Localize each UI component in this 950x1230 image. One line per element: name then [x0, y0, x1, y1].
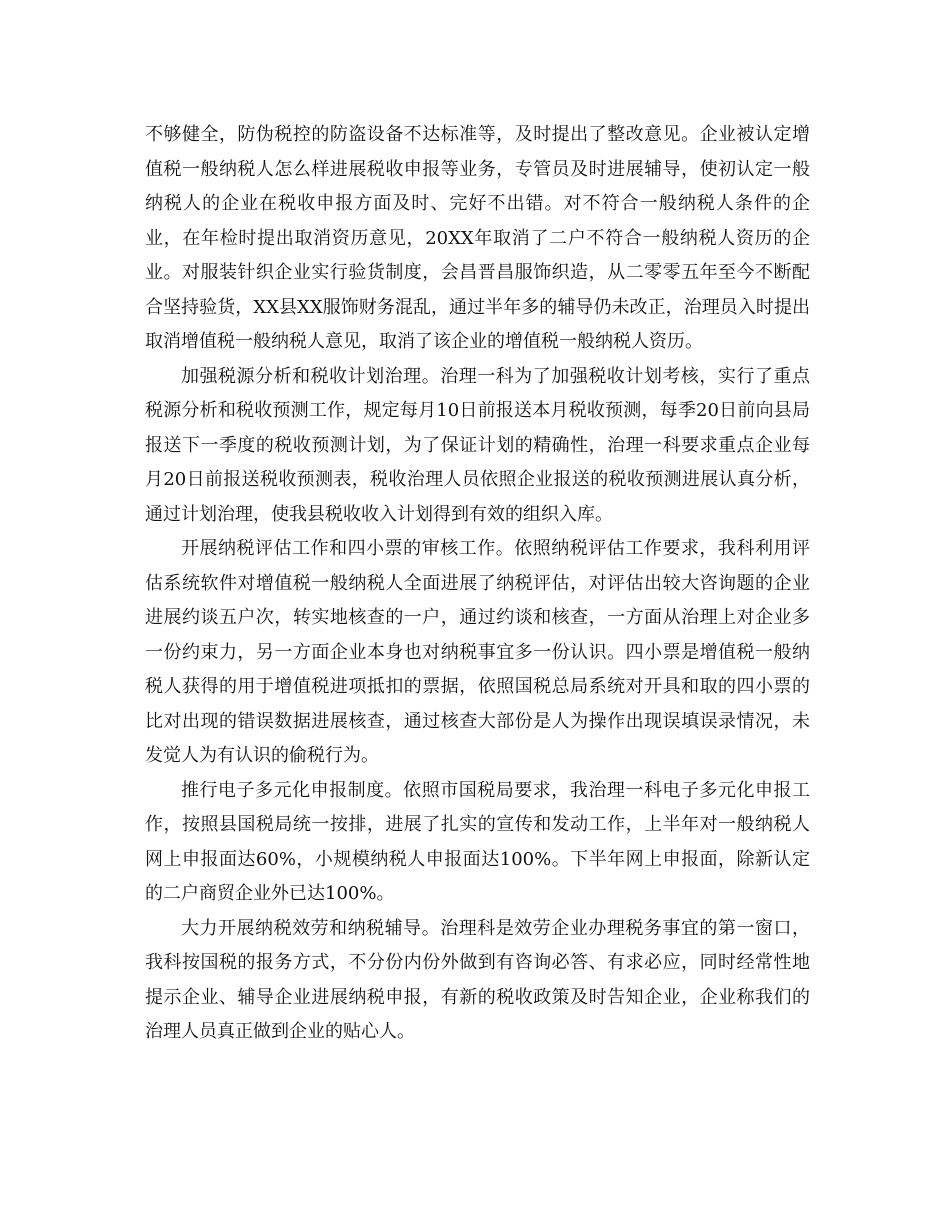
document-body: [145, 118, 810, 1050]
paragraph-5: 大力开展纳税效劳和纳税辅导。治理科是效劳企业办理税务事宜的第一窗口，我科按国税的报务方式，不分份内份外做到有咨询必答、有求必应，同时经常性地提示企业、辅导企业进展纳税申报，有新的税收政策及时告知企业，企业称我们的治理人员真正做到企业的贴心人。: [145, 917, 810, 1042]
paragraph-3: 开展纳税评估工作和四小票的审核工作。依照纳税评估工作要求，我科利用评估系统软件对增值税一般纳税人全面进展了纳税评估，对评估出较大咨询题的企业进展约谈五户次，转实地核查的一户，通过约谈和核查，一方面从治理上对企业多一份约束力，另一方面企业本身也对纳税事宜多一份认识。四小票是增值税一般纳税人获得的用于增值税进项抵扣的票据，依照国税总局系统对开具和取的四小票的比对出现的错误数据进展核查，通过核查大部份是人为操作出现误填误录情况，未发觉人为有认识的偷税行为。: [145, 538, 810, 766]
paragraph-1: 不够健全，防伪税控的防盗设备不达标准等，及时提出了整改意见。企业被认定增值税一般纳税人怎么样进展税收申报等业务，专管员及时进展辅导，使初认定一般纳税人的企业在税收申报方面及时、完好不出错。对不符合一般纳税人条件的企业，在年检时提出取消资历意见，20XX年取消了二户不符合一般纳税人资历的企业。对服装针织企业实行验货制度，会昌晋昌服饰织造，从二零零五年至今不断配合坚持验货，XX县XX服饰财务混乱，通过半年多的辅导仍未改正，治理员入时提出取消增值税一般纳税人意见，取消了该企业的增值税一般纳税人资历。: [145, 124, 810, 352]
paragraph-4: 推行电子多元化申报制度。依照市国税局要求，我治理一科电子多元化申报工作，按照县国税局统一按排，进展了扎实的宣传和发动工作，上半年对一般纳税人网上申报面达60%，小规模纳税人申报面达100%。下半年网上申报面，除新认定的二户商贸企业外已达100%。: [145, 779, 810, 904]
paragraph-2: 加强税源分析和税收计划治理。治理一科为了加强税收计划考核，实行了重点税源分析和税收预测工作，规定每月10日前报送本月税收预测，每季20日前向县局报送下一季度的税收预测计划，为了保证计划的精确性，治理一科要求重点企业每月20日前报送税收预测表，税收治理人员依照企业报送的税收预测进展认真分析，通过计划治理，使我县税收收入计划得到有效的组织入库。: [145, 365, 810, 525]
